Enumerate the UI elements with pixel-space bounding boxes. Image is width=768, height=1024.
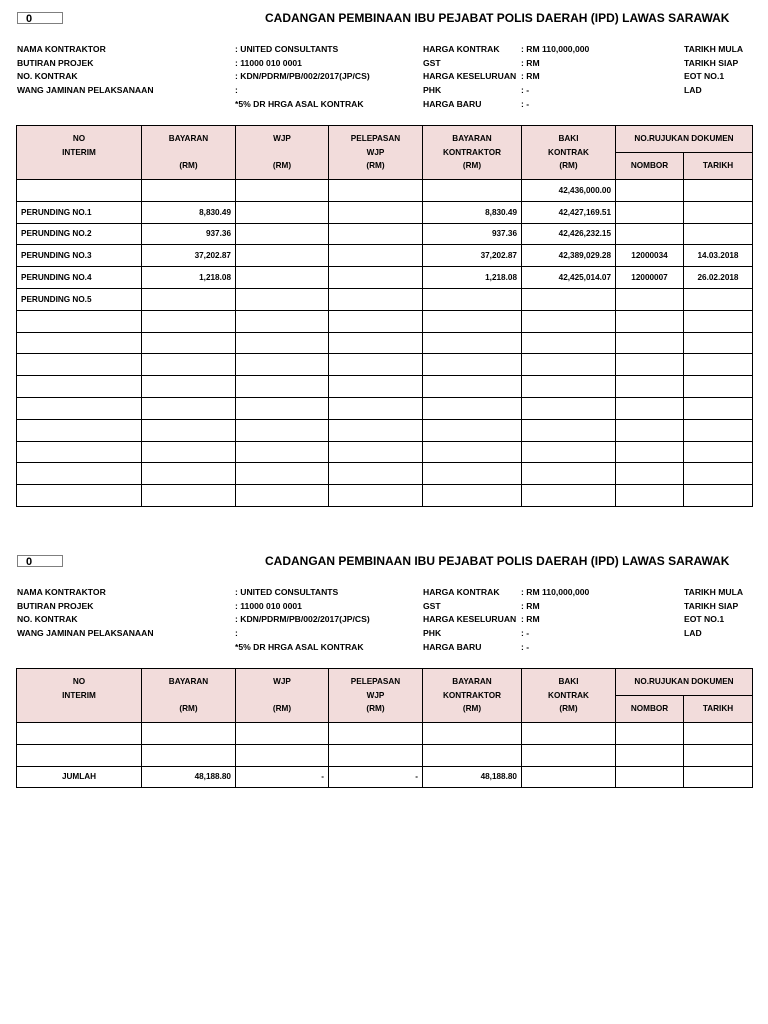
- table-row: [17, 245, 753, 267]
- label-harga-keseluruan: HARGA KESELURUAN: [423, 71, 517, 82]
- table-row-empty: [17, 485, 753, 507]
- header-wjp: WJP (RM): [236, 126, 329, 180]
- info-values: [235, 43, 370, 111]
- table-row-empty: [17, 463, 753, 485]
- cell-nombor[interactable]: [616, 180, 684, 202]
- label-harga-keseluruan: HARGA KESELURUAN: [423, 614, 517, 625]
- label-phk: PHK: [423, 85, 442, 96]
- label-tarikh-mula: TARIKH MULA: [684, 44, 744, 54]
- label-nama-kontraktor: NAMA KONTRAKTOR: [17, 44, 106, 54]
- label-lad: LAD: [684, 85, 702, 96]
- info-labels: [17, 43, 154, 98]
- cell-wjp[interactable]: [236, 267, 329, 289]
- header-bayaran: BAYARAN (RM): [142, 669, 236, 723]
- cell-nombor[interactable]: [616, 288, 684, 310]
- value-nama-kontraktor: : UNITED CONSULTANTS: [235, 587, 339, 597]
- cell-wjp[interactable]: [236, 201, 329, 223]
- header-baki-kontrak: BAKI KONTRAK (RM): [522, 669, 616, 723]
- cell-baki-kontrak[interactable]: 42,389,029.28: [522, 245, 616, 267]
- value-wang-jaminan-note: *5% DR HRGA ASAL KONTRAK: [235, 641, 364, 652]
- label-eot: EOT NO.1: [684, 71, 725, 82]
- cell-nombor[interactable]: [616, 201, 684, 223]
- cell-interim[interactable]: PERUNDING NO.3: [17, 245, 142, 267]
- cell-tarikh[interactable]: 26.02.2018: [684, 267, 753, 289]
- table-row-empty: [17, 441, 753, 463]
- cell-bayaran[interactable]: [142, 180, 236, 202]
- value-no-kontrak: : KDN/PDRM/PB/002/2017(JP/CS): [235, 71, 370, 82]
- value-harga-baru: : -: [521, 98, 530, 109]
- table-row-empty: [17, 354, 753, 376]
- label-tarikh-siap: TARIKH SIAP: [684, 600, 739, 611]
- cell-tarikh[interactable]: [684, 180, 753, 202]
- label-gst: GST: [423, 600, 441, 611]
- value-phk: : -: [521, 85, 530, 96]
- cell-pelepasan[interactable]: [329, 180, 423, 202]
- total-label: JUMLAH: [17, 766, 142, 788]
- cell-wjp[interactable]: [236, 223, 329, 245]
- info-labels-2: [423, 43, 516, 111]
- label-wang-jaminan: WANG JAMINAN PELAKSANAAN: [17, 628, 154, 639]
- cell-pelepasan[interactable]: [329, 223, 423, 245]
- label-tarikh-siap: TARIKH SIAP: [684, 57, 739, 68]
- cell-interim[interactable]: PERUNDING NO.4: [17, 267, 142, 289]
- cell-bayaran-kontraktor[interactable]: 37,202.87: [423, 245, 522, 267]
- label-eot: EOT NO.1: [684, 614, 725, 625]
- total-bayaran-kontraktor[interactable]: 48,188.80: [423, 766, 522, 788]
- cell-wjp[interactable]: [236, 180, 329, 202]
- cell-pelepasan[interactable]: [329, 267, 423, 289]
- info-labels: [17, 586, 154, 641]
- value-harga-kontrak: : RM 110,000,000: [521, 587, 590, 597]
- header-baki-kontrak: BAKI KONTRAK (RM): [522, 126, 616, 180]
- id-box[interactable]: 0: [17, 12, 63, 24]
- value-gst: : RM: [521, 57, 540, 68]
- cell-bayaran[interactable]: [142, 288, 236, 310]
- label-harga-kontrak: HARGA KONTRAK: [423, 587, 500, 597]
- cell-tarikh[interactable]: [684, 201, 753, 223]
- total-wjp[interactable]: -: [236, 766, 329, 788]
- table-row-empty: [17, 744, 753, 766]
- cell-baki-kontrak[interactable]: 42,426,232.15: [522, 223, 616, 245]
- cell-pelepasan[interactable]: [329, 288, 423, 310]
- cell-tarikh[interactable]: [684, 288, 753, 310]
- cell-bayaran-kontraktor[interactable]: [423, 180, 522, 202]
- label-gst: GST: [423, 57, 441, 68]
- header-no-interim: NO INTERIM: [17, 126, 142, 180]
- cell-nombor[interactable]: 12000034: [616, 245, 684, 267]
- label-lad: LAD: [684, 628, 702, 639]
- header-nombor: NOMBOR: [616, 696, 684, 723]
- label-harga-kontrak: HARGA KONTRAK: [423, 44, 500, 54]
- label-no-kontrak: NO. KONTRAK: [17, 614, 78, 625]
- total-tarikh[interactable]: [684, 766, 753, 788]
- label-nama-kontraktor: NAMA KONTRAKTOR: [17, 587, 106, 597]
- page-title: CADANGAN PEMBINAAN IBU PEJABAT POLIS DAERAH (IPD) LAWAS SARAWAK: [265, 11, 730, 25]
- table-row: [17, 267, 753, 289]
- cell-bayaran-kontraktor[interactable]: 1,218.08: [423, 267, 522, 289]
- table-row: [17, 180, 753, 202]
- cell-pelepasan[interactable]: [329, 245, 423, 267]
- header-nombor: NOMBOR: [616, 153, 684, 180]
- cell-wjp[interactable]: [236, 288, 329, 310]
- cell-bayaran-kontraktor[interactable]: 937.36: [423, 223, 522, 245]
- table-row-empty: [17, 419, 753, 441]
- info-labels-3: [684, 586, 743, 641]
- cell-tarikh[interactable]: [684, 223, 753, 245]
- cell-nombor[interactable]: [616, 223, 684, 245]
- cell-baki-kontrak[interactable]: 42,425,014.07: [522, 267, 616, 289]
- cell-interim[interactable]: [17, 180, 142, 202]
- label-harga-baru: HARGA BARU: [423, 98, 482, 109]
- value-butiran-projek: : 11000 010 0001: [235, 600, 302, 611]
- total-bayaran[interactable]: 48,188.80: [142, 766, 236, 788]
- cell-interim[interactable]: PERUNDING NO.2: [17, 223, 142, 245]
- total-pelepasan[interactable]: -: [329, 766, 423, 788]
- value-phk: : -: [521, 628, 530, 639]
- total-nombor[interactable]: [616, 766, 684, 788]
- header-tarikh: TARIKH: [684, 696, 753, 723]
- cell-baki-kontrak[interactable]: 42,436,000.00: [522, 180, 616, 202]
- value-harga-baru: : -: [521, 641, 530, 652]
- totals-table: [16, 668, 753, 788]
- info-values: [235, 586, 370, 654]
- payment-table: [16, 125, 753, 507]
- cell-pelepasan[interactable]: [329, 201, 423, 223]
- header-tarikh: TARIKH: [684, 153, 753, 180]
- total-baki-kontrak[interactable]: [522, 766, 616, 788]
- cell-bayaran[interactable]: 937.36: [142, 223, 236, 245]
- label-tarikh-mula: TARIKH MULA: [684, 587, 744, 597]
- label-wang-jaminan: WANG JAMINAN PELAKSANAAN: [17, 85, 154, 96]
- value-wang-jaminan: :: [235, 628, 238, 639]
- totals-row: [17, 766, 753, 788]
- label-butiran-projek: BUTIRAN PROJEK: [17, 600, 94, 611]
- cell-bayaran[interactable]: 1,218.08: [142, 267, 236, 289]
- id-box[interactable]: 0: [17, 555, 63, 567]
- header-rujukan-dokumen: NO.RUJUKAN DOKUMEN: [616, 126, 753, 153]
- info-labels-2: [423, 586, 516, 654]
- info-values-2: [521, 586, 589, 654]
- label-no-kontrak: NO. KONTRAK: [17, 71, 78, 82]
- label-phk: PHK: [423, 628, 442, 639]
- cell-nombor[interactable]: 12000007: [616, 267, 684, 289]
- table-row: [17, 288, 753, 310]
- header-bayaran-kontraktor: BAYARAN KONTRAKTOR (RM): [423, 126, 522, 180]
- cell-baki-kontrak[interactable]: 42,427,169.51: [522, 201, 616, 223]
- value-butiran-projek: : 11000 010 0001: [235, 57, 302, 68]
- header-pelepasan-wjp: PELEPASAN WJP (RM): [329, 669, 423, 723]
- value-wang-jaminan-note: *5% DR HRGA ASAL KONTRAK: [235, 98, 364, 109]
- value-harga-keseluruan: : RM: [521, 71, 540, 82]
- header-bayaran-kontraktor: BAYARAN KONTRAKTOR (RM): [423, 669, 522, 723]
- value-gst: : RM: [521, 600, 540, 611]
- cell-tarikh[interactable]: 14.03.2018: [684, 245, 753, 267]
- info-values-2: [521, 43, 589, 111]
- cell-interim[interactable]: PERUNDING NO.5: [17, 288, 142, 310]
- table-row-empty: [17, 723, 753, 745]
- header-bayaran: BAYARAN (RM): [142, 126, 236, 180]
- table-row-empty: [17, 332, 753, 354]
- value-wang-jaminan: :: [235, 85, 238, 96]
- cell-baki-kontrak[interactable]: [522, 288, 616, 310]
- header-rujukan-dokumen: NO.RUJUKAN DOKUMEN: [616, 669, 753, 696]
- header-wjp: WJP (RM): [236, 669, 329, 723]
- table-row-empty: [17, 397, 753, 419]
- table-row: [17, 201, 753, 223]
- info-labels-3: [684, 43, 743, 98]
- cell-bayaran-kontraktor[interactable]: [423, 288, 522, 310]
- table-row-empty: [17, 310, 753, 332]
- table-row: [17, 223, 753, 245]
- cell-wjp[interactable]: [236, 245, 329, 267]
- value-harga-keseluruan: : RM: [521, 614, 540, 625]
- page-title: CADANGAN PEMBINAAN IBU PEJABAT POLIS DAERAH (IPD) LAWAS SARAWAK: [265, 554, 730, 568]
- value-no-kontrak: : KDN/PDRM/PB/002/2017(JP/CS): [235, 614, 370, 625]
- label-harga-baru: HARGA BARU: [423, 641, 482, 652]
- cell-bayaran-kontraktor[interactable]: 8,830.49: [423, 201, 522, 223]
- value-nama-kontraktor: : UNITED CONSULTANTS: [235, 44, 339, 54]
- table-row-empty: [17, 376, 753, 398]
- cell-bayaran[interactable]: 8,830.49: [142, 201, 236, 223]
- cell-bayaran[interactable]: 37,202.87: [142, 245, 236, 267]
- label-butiran-projek: BUTIRAN PROJEK: [17, 57, 94, 68]
- header-pelepasan-wjp: PELEPASAN WJP (RM): [329, 126, 423, 180]
- header-no-interim: NO INTERIM: [17, 669, 142, 723]
- cell-interim[interactable]: PERUNDING NO.1: [17, 201, 142, 223]
- value-harga-kontrak: : RM 110,000,000: [521, 44, 590, 54]
